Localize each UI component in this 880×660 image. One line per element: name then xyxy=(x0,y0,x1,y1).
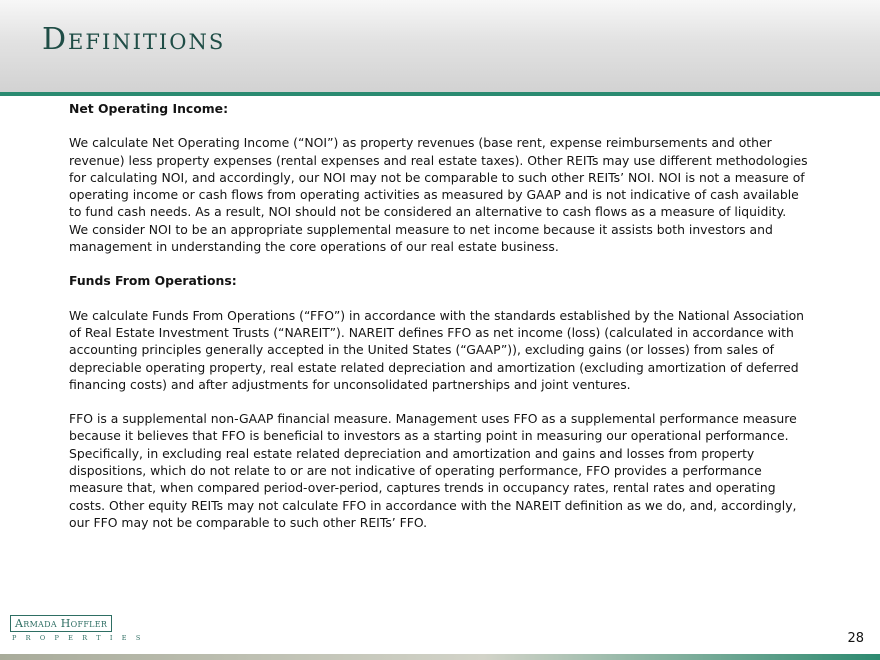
title-divider xyxy=(0,92,880,96)
paragraph-noi-definition: We calculate Net Operating Income (“NOI”) as property revenues (base rent, expense reimbursements and other revenue) less property expenses (rental expenses and real estate taxes). Other REITs may use different methodologies for calculating NOI, and accordingly, our NOI may not be comparable to such other REITs’ NOI. NOI is not a measure of operating income or cash flows from operating activities as measured by GAAP and is not indicative of cash available to fund cash needs. As a result, NOI should not be considered an alternative to cash flows as a measure of liquidity. We consider NOI to be an appropriate supplemental measure to net income because it assists both investors and management in understanding the core operations of our real estate business. xyxy=(69,135,808,255)
company-logo xyxy=(10,612,150,648)
paragraph-ffo-definition: We calculate Funds From Operations (“FFO”) in accordance with the standards established by the National Association of Real Estate Investment Trusts (“NAREIT”). NAREIT defines FFO as net income (loss) (calculated in accordance with accounting principles generally accepted in the United States (“GAAP”)), excluding gains (or losses) from sales of depreciable operating property, real estate related depreciation and amortization (excluding amortization of deferred financing costs) and after adjustments for unconsolidated partnerships and joint ventures. xyxy=(69,307,805,392)
section-heading-ffo: Funds From Operations: xyxy=(69,273,237,289)
logo-name: Armada Hoffler xyxy=(10,615,112,632)
logo-subtitle: PROPERTIES xyxy=(12,634,150,642)
page-title: Definitions xyxy=(42,22,226,57)
section-heading-noi: Net Operating Income: xyxy=(69,101,229,116)
footer-bar xyxy=(0,654,880,660)
paragraph-ffo-supplemental: FFO is a supplemental non-GAAP financial measure. Management uses FFO as a supplemental performance measure because it believes that FFO is beneficial to investors as a starting point in measuring our operational performance. Specifically, in excluding real estate related depreciation and amortization and gains and losses from property dispositions, which do not relate to or are not indicative of operating performance, FFO provides a performance measure that, when compared period-over-period, captures trends in occupancy rates, rental rates and operating costs. Other equity REITs may not calculate FFO in accordance with the NAREIT definition as we do, and, accordingly, our FFO may not be comparable to such other REITs’ FFO. xyxy=(69,411,797,530)
page-number: 28 xyxy=(847,631,864,646)
content-area xyxy=(69,100,809,531)
